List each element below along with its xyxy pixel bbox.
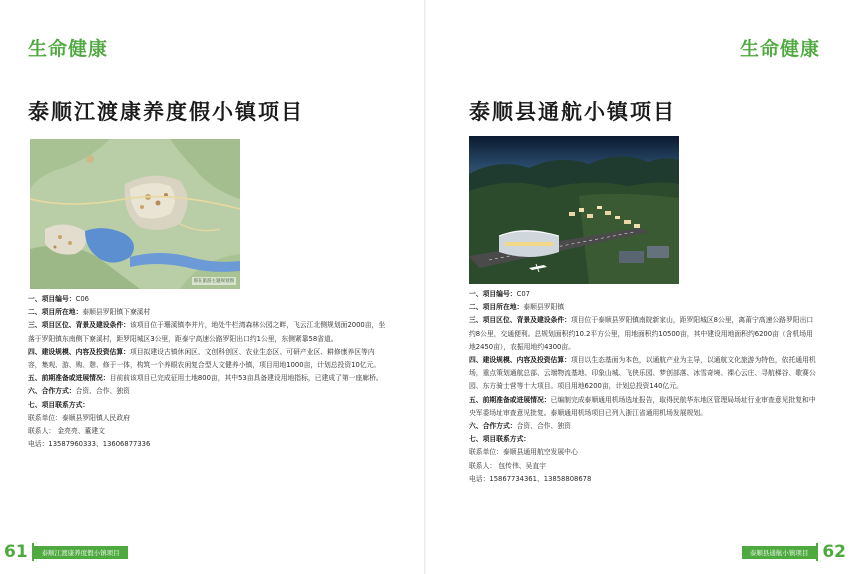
detail-item: 三、项目区位、背景及建设条件：该项目位于珊溪镇李井片，地处牛栏湾森林公园之畔，飞云江北侧规划面2000亩，坐落于罗阳镇东南侧下寮溪村，距罗阳城区3公里，距泰宁高速公路罗阳出口约1公里，东侧紧靠58省道。 bbox=[28, 321, 386, 343]
contact-line: 电话：13587960333、13606877336 bbox=[28, 440, 151, 449]
contact-line: 联系单位：泰顺县罗阳镇人民政府 bbox=[28, 413, 130, 422]
page-number: 62 bbox=[822, 542, 846, 562]
contact-line: 电话：15867734361、13858808678 bbox=[469, 474, 592, 483]
detail-item: 七、项目联系方式： bbox=[28, 400, 90, 409]
detail-item: 四、建设规模、内容及投资估算：项目以生态基面为本色，以通航产业为主导，以通航文化旅游为特色，依托通用机场，重点策划通航总部、云端物流基地、印象山城、飞侠乐园、梦创部落、冰雪奇境、裸心云庄、寻航梯谷、歌赛公园、东方骑士营等十大项目。项目用地6200亩，计划总投资140亿元。 bbox=[469, 356, 816, 391]
contact-line: 联系人： 包传伟、吴直宇 bbox=[469, 461, 546, 470]
page-footer bbox=[0, 540, 128, 564]
project-title: 泰顺江渡康养度假小镇项目 bbox=[28, 100, 304, 124]
section-heading: 生命健康 bbox=[739, 38, 820, 60]
footer-title-bar: 泰顺县通航小镇项目 bbox=[742, 546, 817, 559]
detail-item: 一、项目编号：C07 bbox=[469, 290, 530, 298]
detail-item: 二、项目所在地：泰顺县罗阳镇下寮溪村 bbox=[28, 308, 151, 317]
contact-line: 联系人： 金亮亮、董建文 bbox=[28, 427, 105, 436]
detail-item: 六、合作方式：合资、合作、独资 bbox=[28, 387, 130, 396]
airport-rendering-image bbox=[469, 136, 679, 284]
detail-item: 三、项目区位、背景及建设条件：项目位于泰顺县罗阳镇南院新家山，距罗阳城区8公里，离莆宁高速公路罗阳出口约8公里，交通便利。总规划面积约10.2平方公里，用地面积约10500亩，其中建设用地面积约6200亩（含机场用地2450亩），农振用地约4300亩。 bbox=[469, 316, 814, 351]
project-title: 泰顺县通航小镇项目 bbox=[469, 100, 676, 124]
project-details bbox=[28, 293, 388, 451]
right-page bbox=[425, 0, 850, 574]
resort-master-plan-map bbox=[30, 139, 240, 289]
airport-illustration bbox=[469, 136, 679, 284]
project-details bbox=[469, 288, 819, 486]
detail-item: 五、前期准备或进展情况：目前前该项目已完成征用土地800亩，其中53亩具备建设用地指标，已建成了第一座廊桥。 bbox=[28, 374, 383, 383]
page-number: 61 bbox=[4, 542, 28, 562]
detail-item: 二、项目所在地：泰顺县罗阳镇 bbox=[469, 303, 565, 312]
contact-line: 联系单位：泰顺县通用航空发展中心 bbox=[469, 448, 578, 457]
detail-item: 一、项目编号：C06 bbox=[28, 295, 89, 303]
detail-item: 四、建设规模、内容及投资估算：项目拟建设古镇休闲区、文创科创区、农业生态区、可研产业区、耕修康养区等内容，集观、游、购、憩、修于一体，构筑一个养眼农闲复合型人文健养小镇，项目用地1000亩，计划总投资10亿元。 bbox=[28, 347, 381, 370]
footer-title-bar: 泰顺江渡康养度假小镇项目 bbox=[34, 546, 128, 559]
page-footer bbox=[742, 540, 850, 564]
detail-item: 六、合作方式：合资、合作、独资 bbox=[469, 422, 571, 431]
map-caption: 那在旅游主题规划图 bbox=[193, 279, 234, 284]
master-plan-illustration bbox=[30, 139, 240, 289]
section-heading: 生命健康 bbox=[28, 38, 109, 60]
detail-item: 五、前期准备或进展情况：已编制完成泰顺通用机场选址报告，取得民航华东地区管理局场址行业审查意见批复和中央军委场址审查意见批复。泰顺通用机场项目已列入浙江省通用机场发展规划。 bbox=[469, 395, 816, 417]
detail-item: 七、项目联系方式： bbox=[469, 435, 531, 444]
